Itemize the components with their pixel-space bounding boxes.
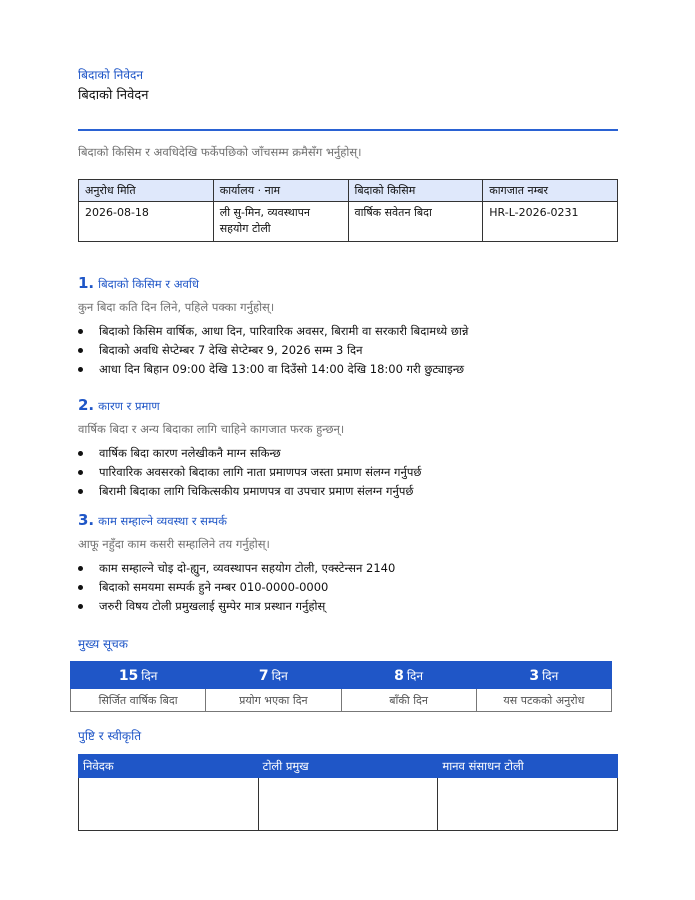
section-description: वार्षिक बिदा र अन्य बिदाका लागि चाहिने कागजात फरक हुन्छन्। <box>78 422 345 436</box>
signature-box-applicant[interactable] <box>79 778 259 831</box>
signature-box-team-lead[interactable] <box>258 778 438 831</box>
list-item: बिरामी बिदाका लागि चिकित्सकीय प्रमाणपत्र वा उपचार प्रमाण संलग्न गर्नुपर्छ <box>78 482 618 501</box>
doc-kicker: बिदाको निवेदन <box>78 68 144 82</box>
kpi-value-cell <box>476 662 611 689</box>
request-info-table <box>78 179 618 242</box>
kpi-value: 7 <box>258 667 269 684</box>
section-bullet-list <box>78 444 618 501</box>
list-item: बिदाको किसिम वार्षिक, आधा दिन, पारिवारिक अवसर, बिरामी वा सरकारी बिदामध्ये छान्ने <box>78 322 618 341</box>
section-description: आफू नहुँदा काम कसरी सम्हालिने तय गर्नुहोस्। <box>78 537 270 551</box>
info-cell-leave-type: वार्षिक सवेतन बिदा <box>348 202 483 242</box>
section-handover-contact <box>78 511 618 616</box>
kpi-value: 15 <box>118 667 139 684</box>
info-header-row <box>79 180 618 202</box>
kpi-label-row <box>71 689 612 712</box>
section-number: 3. <box>78 511 95 529</box>
approval-header-row <box>79 755 618 778</box>
section-description: कुन बिदा कति दिन लिने, पहिले पक्का गर्नुहोस्। <box>78 300 275 314</box>
section-reason-evidence <box>78 396 618 501</box>
info-header-doc-number: कागजात नम्बर <box>483 180 618 202</box>
info-cell-doc-number: HR-L-2026-0231 <box>483 202 618 242</box>
section-leave-type-period <box>78 274 618 379</box>
kpi-label: यस पटकको अनुरोध <box>476 689 611 712</box>
info-cell-date: 2026-08-18 <box>79 202 214 242</box>
section-heading <box>78 396 618 414</box>
approval-header-applicant: निवेदक <box>79 755 259 778</box>
section-heading <box>78 274 618 292</box>
signature-box-hr-team[interactable] <box>438 778 618 831</box>
kpi-label: प्रयोग भएका दिन <box>206 689 341 712</box>
kpi-value-row <box>71 662 612 689</box>
approval-header-hr-team: मानव संसाधन टोली <box>438 755 618 778</box>
kpi-heading: मुख्य सूचक <box>78 637 128 651</box>
section-title: कारण र प्रमाण <box>98 399 160 413</box>
kpi-value-cell <box>206 662 341 689</box>
info-header-leave-type: बिदाको किसिम <box>348 180 483 202</box>
kpi-unit: दिन <box>406 668 424 683</box>
list-item: काम सम्हाल्ने चोइ दो-ह्युन, व्यवस्थापन सहयोग टोली, एक्स्टेन्सन 2140 <box>78 559 618 578</box>
section-number: 1. <box>78 274 95 292</box>
info-header-date: अनुरोध मिति <box>79 180 214 202</box>
kpi-unit: दिन <box>542 668 559 683</box>
section-bullet-list <box>78 559 618 616</box>
list-item: जरुरी विषय टोली प्रमुखलाई सुम्पेर मात्र प्रस्थान गर्नुहोस् <box>78 597 618 616</box>
doc-lead: बिदाको किसिम र अवधिदेखि फर्केपछिको जाँचसम्म क्रमैसँग भर्नुहोस्। <box>78 145 362 159</box>
kpi-unit: दिन <box>271 668 288 683</box>
list-item: आधा दिन बिहान 09:00 देखि 13:00 वा दिउँसो 14:00 देखि 18:00 गरी छुट्याइन्छ <box>78 360 618 379</box>
kpi-label: बाँकी दिन <box>341 689 476 712</box>
section-number: 2. <box>78 396 95 414</box>
kpi-value-cell <box>71 662 206 689</box>
kpi-value: 3 <box>529 667 540 684</box>
kpi-label: सिर्जित वार्षिक बिदा <box>71 689 206 712</box>
kpi-value: 8 <box>394 667 404 684</box>
approval-heading: पुष्टि र स्वीकृति <box>78 729 142 743</box>
kpi-table <box>70 661 612 712</box>
kpi-value-cell <box>341 662 476 689</box>
approval-table <box>78 754 618 831</box>
list-item: पारिवारिक अवसरको बिदाका लागि नाता प्रमाणपत्र जस्ता प्रमाण संलग्न गर्नुपर्छ <box>78 463 618 482</box>
info-cell-office-name: ली सु-मिन, व्यवस्थापन सहयोग टोली <box>213 202 348 242</box>
document-page <box>78 66 618 242</box>
info-data-row <box>79 202 618 242</box>
section-title: काम सम्हाल्ने व्यवस्था र सम्पर्क <box>98 514 227 528</box>
list-item: बिदाको अवधि सेप्टेम्बर 7 देखि सेप्टेम्बर 9, 2026 सम्म 3 दिन <box>78 341 618 360</box>
section-heading <box>78 511 618 529</box>
approval-signature-row <box>79 778 618 831</box>
header-divider <box>78 129 618 131</box>
kpi-unit: दिन <box>141 668 158 683</box>
list-item: बिदाको समयमा सम्पर्क हुने नम्बर 010-0000-0000 <box>78 578 618 597</box>
approval-header-team-lead: टोली प्रमुख <box>258 755 438 778</box>
section-bullet-list <box>78 322 618 379</box>
list-item: वार्षिक बिदा कारण नलेखीकनै माग्न सकिन्छ <box>78 444 618 463</box>
info-header-office-name: कार्यालय · नाम <box>213 180 348 202</box>
section-title: बिदाको किसिम र अवधि <box>98 277 199 291</box>
doc-title: बिदाको निवेदन <box>78 88 149 103</box>
